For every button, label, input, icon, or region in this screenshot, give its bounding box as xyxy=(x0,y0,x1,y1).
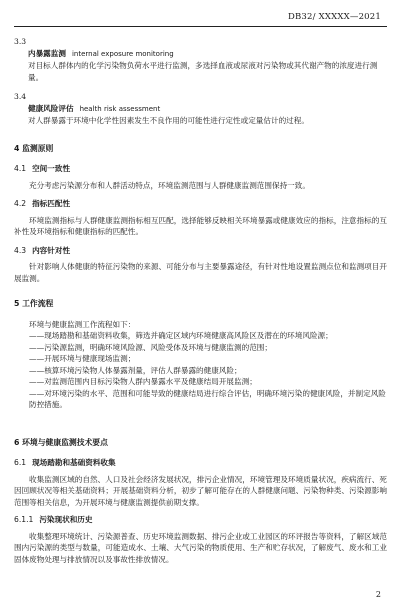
clause-4-3-heading xyxy=(14,245,387,257)
clause-6-1-1-heading xyxy=(14,514,387,526)
clause-6-1-1-text: 收集整理环境统计、污染源普查、历史环境监测数据、排污企业或工业园区的环评报告等资料，了解区域范围内污染源的类型与数量，可能造成水、土壤、大气污染的物质使用、生产和贮存状况，了解废气、废水和工业固体废物处理与排放情况以及事故性排放情况。 xyxy=(14,531,387,564)
definition-text: 对人群暴露于环境中化学性因素发生不良作用的可能性进行定性或定量估计的过程。 xyxy=(28,116,309,125)
term-zh: 内暴露监测 xyxy=(28,48,66,58)
section-6-heading: 6 环境与健康监测技术要点 xyxy=(14,437,108,447)
clause-6-1-text: 收集监测区域的自然、人口及社会经济发展状况，排污企业情况，环境管理及环境质量状况，疾病流行、死因回顾状况等相关基础资料；开展基础资料分析，初步了解可能存在的人群健康问题、污染物种类、污染源影响范围等相关信息，为开展环境与健康监测提供前期支撑。 xyxy=(14,474,387,507)
clause-4-2-text: 环境监测指标与人群健康监测指标相互匹配，选择能够反映相关环境暴露或健康效应的指标，注意指标的互补性及环境指标和健康指标的匹配性。 xyxy=(14,215,387,236)
clause-label: 现场踏勘和基础资料收集 xyxy=(32,458,116,467)
workflow-intro: 环境与健康监测工作流程如下： xyxy=(29,319,136,329)
clause-number: 4.3 xyxy=(14,245,27,255)
list-item: ——对监测范围内目标污染物人群内暴露水平及健康结局开展监测； xyxy=(29,377,257,386)
clause-number: 4.1 xyxy=(14,164,27,173)
list-item: ——开展环境与健康现场监测； xyxy=(29,354,136,363)
section-4-heading: 4 监测原则 xyxy=(14,143,54,153)
standard-code: DB32/ XXXXX—2021 xyxy=(287,12,381,22)
clause-4-2-heading xyxy=(14,198,387,210)
clause-number: 6.1 xyxy=(14,458,27,467)
term-zh: 健康风险评估 xyxy=(28,103,74,113)
definition-text: 对目标人群体内的化学污染物负荷水平进行监测，多选择血液或尿液对污染物或其代谢产物的浓度进行测量。 xyxy=(28,61,378,82)
clause-4-1-text: 充分考虑污染源分布和人群活动特点，环境监测范围与人群健康监测范围保持一致。 xyxy=(29,180,310,190)
clause-number: 4.2 xyxy=(14,199,27,208)
clause-label: 空间一致性 xyxy=(32,164,71,173)
list-item: ——污染源监测，明确环境风险源、风险受体及环境与健康监测的范围； xyxy=(29,342,272,352)
clause-label: 指标匹配性 xyxy=(32,199,71,208)
list-item: ——对环境污染的水平、范围和可能导致的健康结局进行综合评估，明确环境污染的健康风险，并制定风险防控措施。 xyxy=(29,388,386,409)
term-en: internal exposure monitoring xyxy=(71,49,174,58)
section-5-heading: 5 工作流程 xyxy=(14,299,54,308)
list-item: ——现场踏勘和基础资料收集，筛选并确定区域内环境健康高风险区及潜在的环境风险源； xyxy=(29,331,333,340)
header-rule xyxy=(14,26,387,27)
workflow-list xyxy=(14,330,387,411)
list-item: ——核算环境污染物人体暴露剂量，评估人群暴露的健康风险； xyxy=(29,365,242,375)
page-content xyxy=(14,36,387,565)
clause-number: 6.1.1 xyxy=(14,515,34,524)
clause-number: 3.4 xyxy=(14,92,27,101)
clause-6-1-heading xyxy=(14,457,387,469)
definition-3-3 xyxy=(14,36,387,83)
term-en: health risk assessment xyxy=(79,104,161,113)
clause-label: 内容针对性 xyxy=(32,245,71,255)
clause-4-1-heading xyxy=(14,163,387,175)
clause-4-3-text: 针对影响人体健康的特征污染物的来源、可能分布与主要暴露途径，有针对性地设置监测点位和监测项目开展监测。 xyxy=(14,262,387,283)
clause-label: 污染现状和历史 xyxy=(39,515,93,524)
definition-3-4 xyxy=(14,91,387,127)
page-number: 2 xyxy=(375,590,381,599)
term-line xyxy=(14,103,387,116)
clause-number: 3.3 xyxy=(14,37,27,46)
term-line xyxy=(14,48,387,61)
